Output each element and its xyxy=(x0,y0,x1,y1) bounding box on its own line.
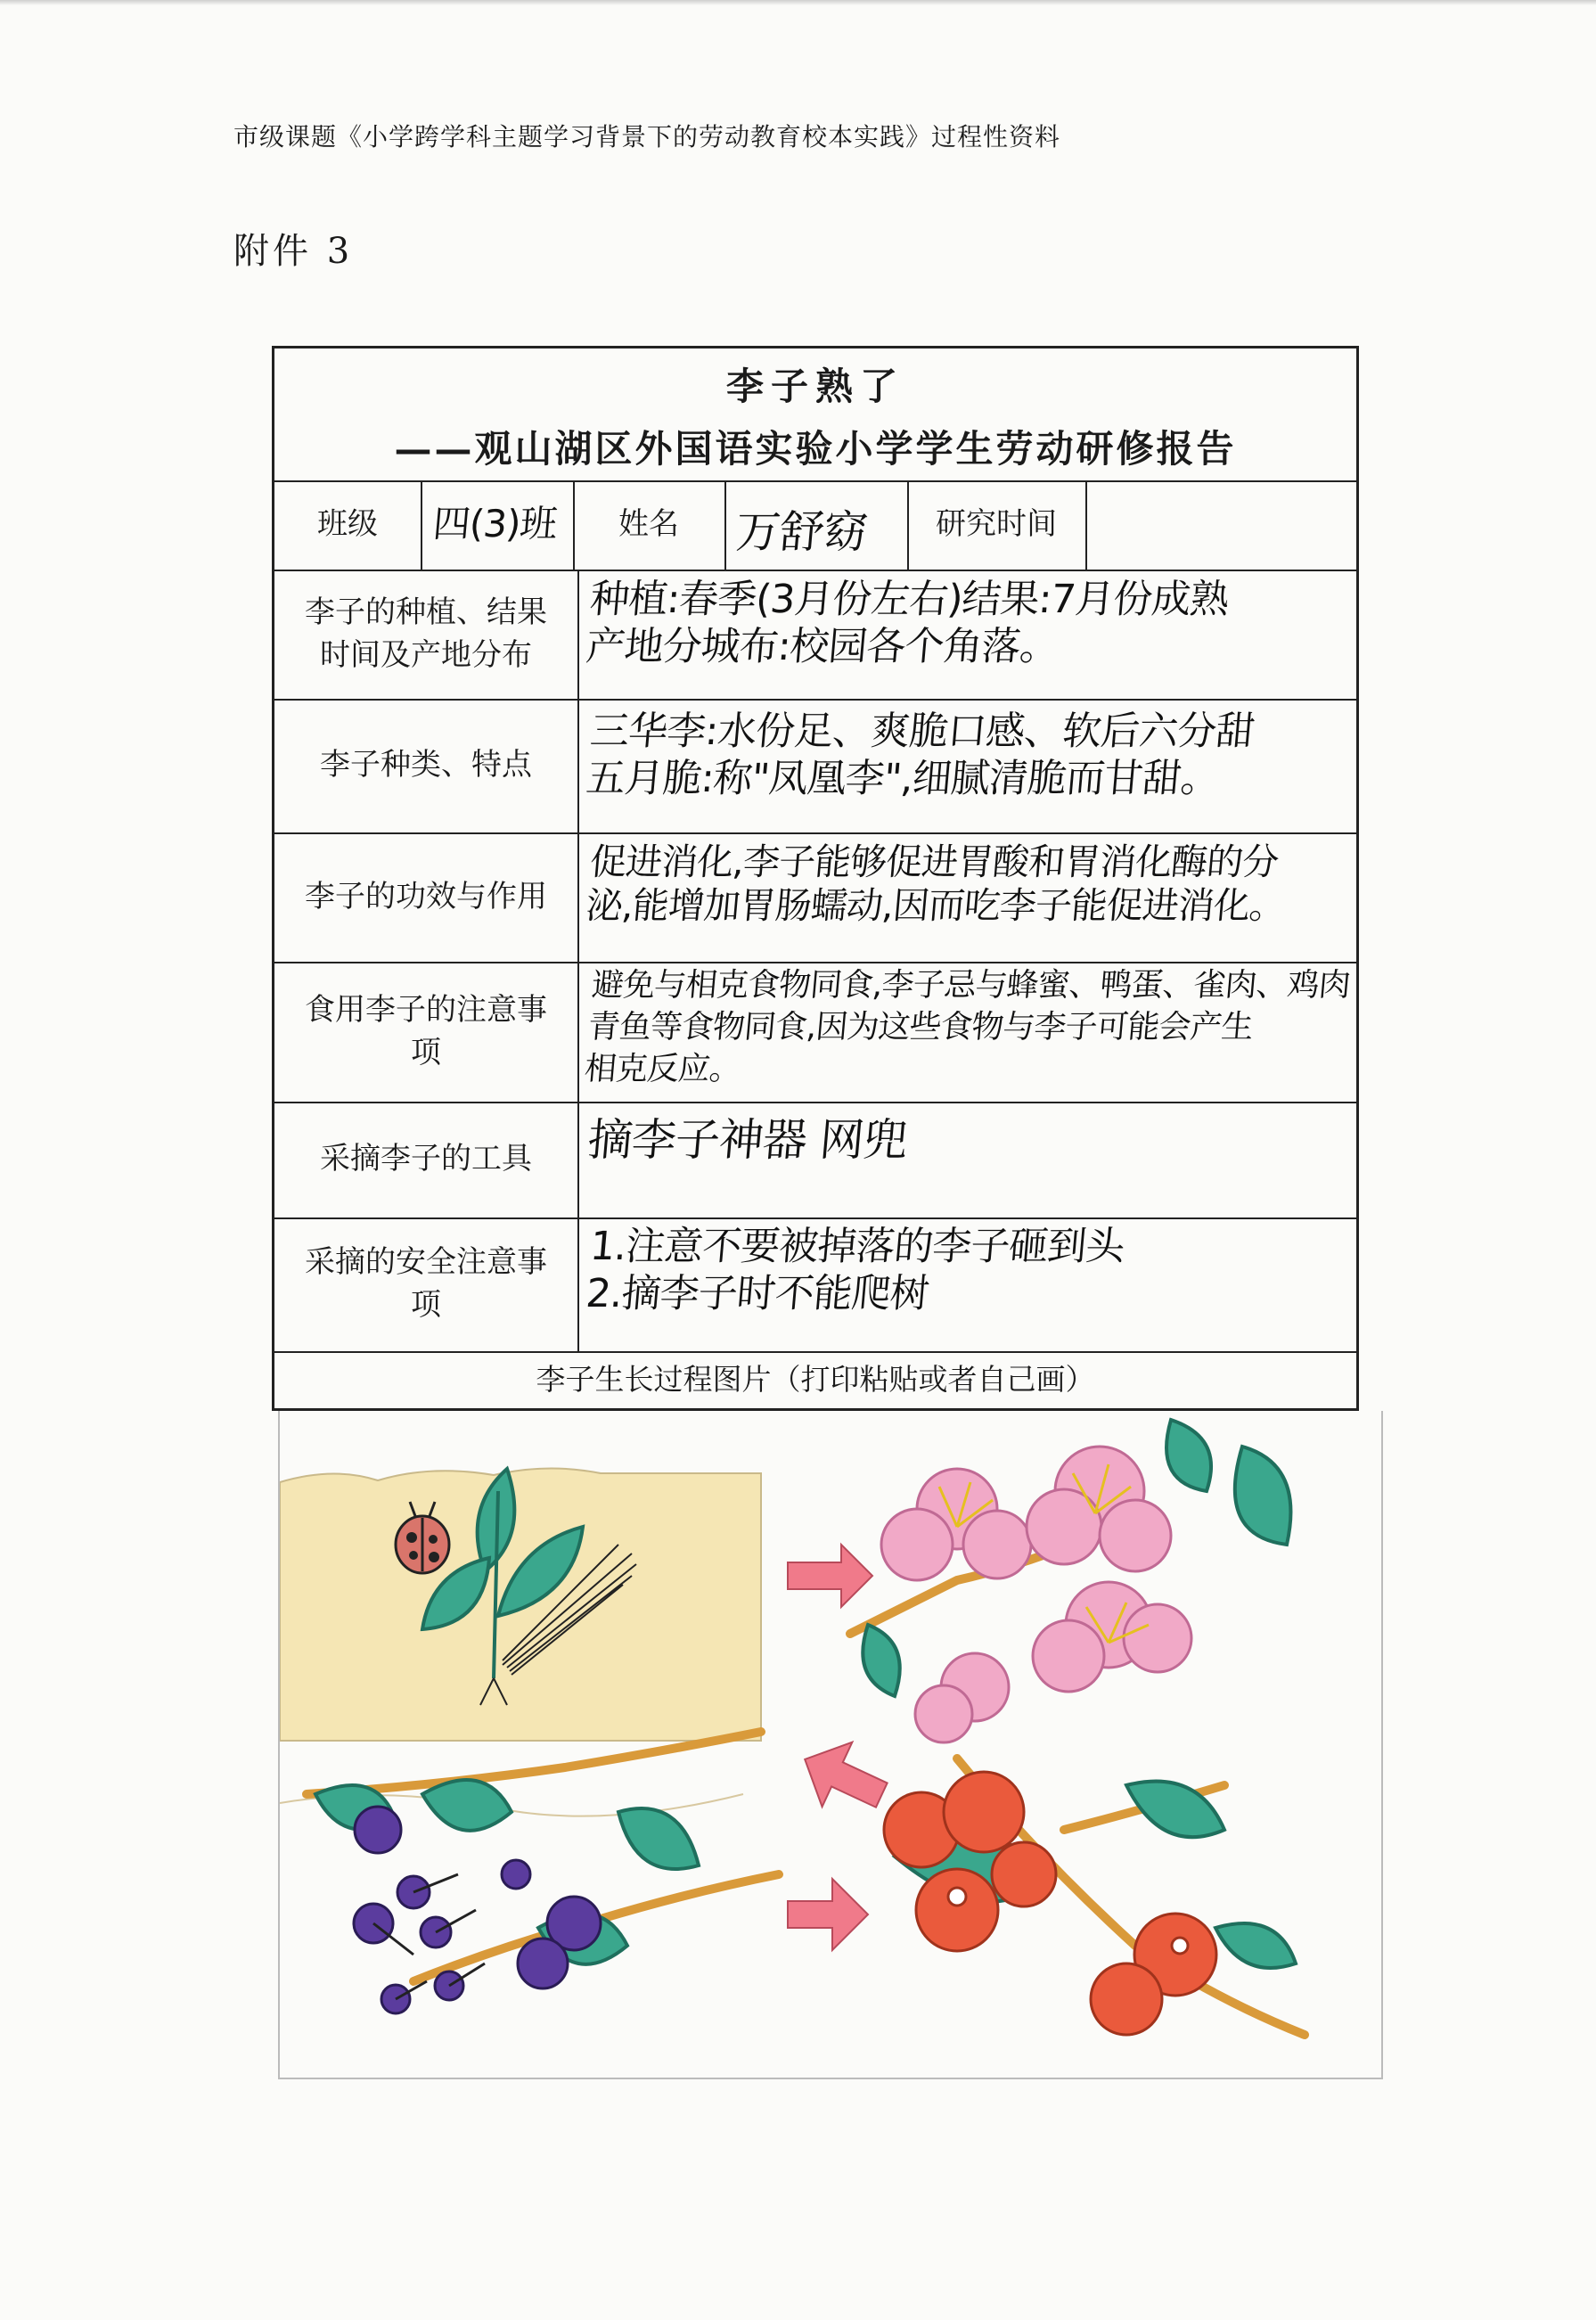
label-line: 时间及产地分布 xyxy=(320,636,532,673)
answer-benefits xyxy=(585,840,1291,928)
report-subtitle: ——观山湖区外国语实验小学学生劳动研修报告 xyxy=(394,427,1237,471)
rule xyxy=(274,480,1356,482)
divider xyxy=(421,480,422,570)
label-line: 项 xyxy=(411,1034,441,1070)
label-line: 李子的种植、结果 xyxy=(305,594,547,630)
answer-line: 种植:春季(3月份左右)结果:7月份成熟 xyxy=(588,577,1231,622)
report-table xyxy=(272,346,1359,1411)
growth-drawing xyxy=(278,1411,1383,2079)
answer-line: 青鱼等食物同食,因为这些食物与李子可能会产生 xyxy=(586,1008,1255,1045)
answer-line: 相克反应。 xyxy=(583,1050,742,1087)
answer-planting xyxy=(584,577,1230,671)
divider xyxy=(577,570,579,1351)
answer-tools xyxy=(585,1113,909,1167)
row-label-planting xyxy=(274,570,577,699)
row-label-safety xyxy=(274,1217,577,1351)
name-value: 万舒窈 xyxy=(733,506,870,558)
divider xyxy=(1085,480,1087,570)
answer-line: 泌,能增加胃肠蠕动,因而吃李子能促进消化。 xyxy=(584,884,1288,928)
answer-line: 产地分城布:校园各个角落。 xyxy=(584,623,1060,669)
answer-safety xyxy=(584,1224,1125,1318)
project-header: 市级课题《小学跨学科主题学习背景下的劳动教育校本实践》过程性资料 xyxy=(233,122,1061,152)
row-label-benefits xyxy=(274,832,577,962)
row-label-tools xyxy=(274,1102,577,1217)
row-label-varieties xyxy=(274,699,577,832)
scan-edge xyxy=(0,0,1596,5)
class-label: 班级 xyxy=(317,506,378,543)
label-line: 李子种类、特点 xyxy=(320,747,532,783)
name-label: 姓名 xyxy=(618,506,679,543)
report-title: 李子熟了 xyxy=(725,365,904,408)
answer-line: 三华李:水份足、爽脆口感、软后六分甜 xyxy=(588,709,1256,754)
class-value: 四(3)班 xyxy=(430,502,559,545)
label-line: 采摘李子的工具 xyxy=(320,1141,532,1177)
divider xyxy=(724,480,726,570)
label-line: 李子的功效与作用 xyxy=(305,878,547,914)
green-plum-icon xyxy=(354,1807,601,2013)
pictures-caption: 李子生长过程图片（打印粘贴或者自己画） xyxy=(536,1362,1095,1398)
label-line: 采摘的安全注意事 xyxy=(305,1244,547,1281)
drawing-canvas xyxy=(280,1411,1385,2079)
answer-line: 五月脆:称"凤凰李",细腻清脆而甘甜。 xyxy=(584,755,1222,801)
label-line: 食用李子的注意事 xyxy=(305,991,547,1028)
answer-line: 摘李子神器 网兜 xyxy=(585,1114,910,1166)
answer-eating-notes xyxy=(583,965,1352,1090)
answer-varieties xyxy=(584,709,1256,803)
answer-line: 避免与相克食物同食,李子忌与蜂蜜、鸭蛋、雀肉、鸡肉 xyxy=(590,967,1352,1004)
answer-line: 促进消化,李子能够促进胃酸和胃消化酶的分 xyxy=(588,840,1281,883)
row-label-eating-notes xyxy=(274,962,577,1102)
time-label: 研究时间 xyxy=(936,506,1057,543)
answer-line: 1.注意不要被掉落的李子砸到头 xyxy=(588,1224,1126,1269)
attachment-number: 附件 3 xyxy=(233,231,354,272)
arrow-icon xyxy=(788,1545,896,1950)
answer-line: 2.摘李子时不能爬树 xyxy=(584,1270,930,1316)
label-line: 项 xyxy=(411,1287,441,1323)
